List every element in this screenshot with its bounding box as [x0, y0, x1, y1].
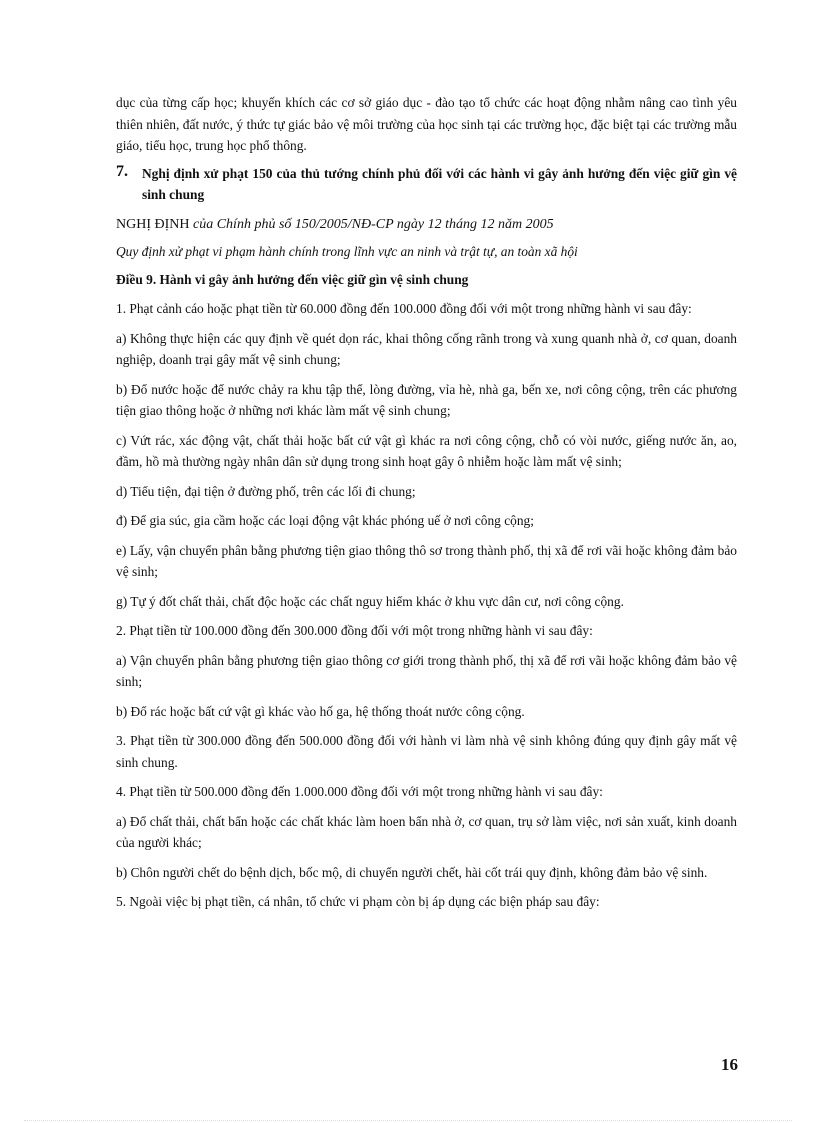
body-paragraph: 4. Phạt tiền từ 500.000 đồng đến 1.000.000 đồng đối với một trong những hành vi sau đây:	[116, 784, 603, 799]
body-paragraph: c) Vứt rác, xác động vật, chất thải hoặc bất cứ vật gì khác ra nơi công cộng, chỗ có vòi nước, giếng nước ăn, ao, đầm, hồ mà thường ngày nhân dân sử dụng trong sinh hoạt gây ô nhiễm hoặc làm mất vệ sinh;	[116, 432, 737, 469]
decree-line	[116, 214, 737, 236]
footer-divider	[24, 1120, 792, 1121]
body-paragraph: 5. Ngoài việc bị phạt tiền, cá nhân, tổ chức vi phạm còn bị áp dụng các biện pháp sau đây:	[116, 894, 600, 909]
body-paragraph: a) Vận chuyển phân bằng phương tiện giao thông cơ giới trong thành phố, thị xã để rơi vãi hoặc không đảm bảo vệ sinh;	[116, 652, 737, 689]
body-paragraph: d) Tiểu tiện, đại tiện ở đường phố, trên các lối đi chung;	[116, 483, 416, 499]
section-7-heading	[116, 163, 737, 206]
body-paragraph: đ) Để gia súc, gia cầm hoặc các loại động vật khác phóng uế ở nơi công cộng;	[116, 513, 534, 528]
page-number: 16	[721, 1055, 738, 1074]
decree-subtitle: Quy định xử phạt vi phạm hành chính trong lĩnh vực an ninh và trật tự, an toàn xã hội	[116, 244, 578, 259]
body-paragraph: e) Lấy, vận chuyển phân bằng phương tiện giao thông thô sơ trong thành phố, thị xã để rơi vãi hoặc không đảm bảo vệ sinh;	[116, 542, 737, 579]
article-heading: Điều 9. Hành vi gây ảnh hưởng đến việc giữ gìn vệ sinh chung	[116, 271, 469, 287]
document-page	[116, 88, 737, 913]
body-paragraph: b) Đổ nước hoặc để nước chảy ra khu tập thể, lòng đường, vỉa hè, nhà ga, bến xe, nơi công cộng, trên các phương tiện giao thông hoặc ở những nơi khác làm mất vệ sinh chung;	[116, 381, 737, 418]
body-paragraph: g) Tự ý đốt chất thải, chất độc hoặc các chất nguy hiểm khác ở khu vực dân cư, nơi công cộng.	[116, 593, 624, 609]
body-paragraph: a) Không thực hiện các quy định về quét dọn rác, khai thông cống rãnh trong và xung quanh nhà ở, cơ quan, doanh nghiệp, doanh trại gây mất vệ sinh chung;	[116, 330, 737, 367]
section-number: 7.	[116, 162, 128, 180]
body-paragraph: b) Chôn người chết do bệnh dịch, bốc mộ, di chuyển người chết, hài cốt trái quy định, không đảm bảo vệ sinh.	[116, 864, 708, 880]
body-paragraph: b) Đổ rác hoặc bất cứ vật gì khác vào hố ga, hệ thống thoát nước công cộng.	[116, 703, 525, 719]
article-body	[116, 298, 737, 913]
section-title: Nghị định xử phạt 150 của thủ tướng chính phủ đối với các hành vi gây ảnh hưởng đến việc giữ gìn vệ sinh chung	[142, 165, 737, 202]
decree-detail: của Chính phủ số 150/2005/NĐ-CP ngày 12 tháng 12 năm 2005	[189, 216, 554, 232]
body-paragraph: a) Đổ chất thải, chất bẩn hoặc các chất khác làm hoen bẩn nhà ở, cơ quan, trụ sở làm việc, nơi sản xuất, kinh doanh của người khác;	[116, 813, 737, 850]
decree-label: NGHỊ ĐỊNH	[116, 216, 190, 232]
body-paragraph: 1. Phạt cảnh cáo hoặc phạt tiền từ 60.000 đồng đến 100.000 đồng đối với một trong những hành vi sau đây:	[116, 301, 692, 316]
intro-paragraph: dục của từng cấp học; khuyến khích các cơ sở giáo dục - đào tạo tổ chức các hoạt động nhằm nâng cao tình yêu thiên nhiên, đất nước, ý thức tự giác bảo vệ môi trường của học sinh tại các trường học, đặc biệt tại các trường mẫu giáo, tiểu học, trung học phổ thông.	[116, 95, 737, 153]
body-paragraph: 3. Phạt tiền từ 300.000 đồng đến 500.000 đồng đối với hành vi làm nhà vệ sinh không đúng quy định gây mất vệ sinh chung.	[116, 733, 737, 770]
body-paragraph: 2. Phạt tiền từ 100.000 đồng đến 300.000 đồng đối với một trong những hành vi sau đây:	[116, 623, 593, 638]
